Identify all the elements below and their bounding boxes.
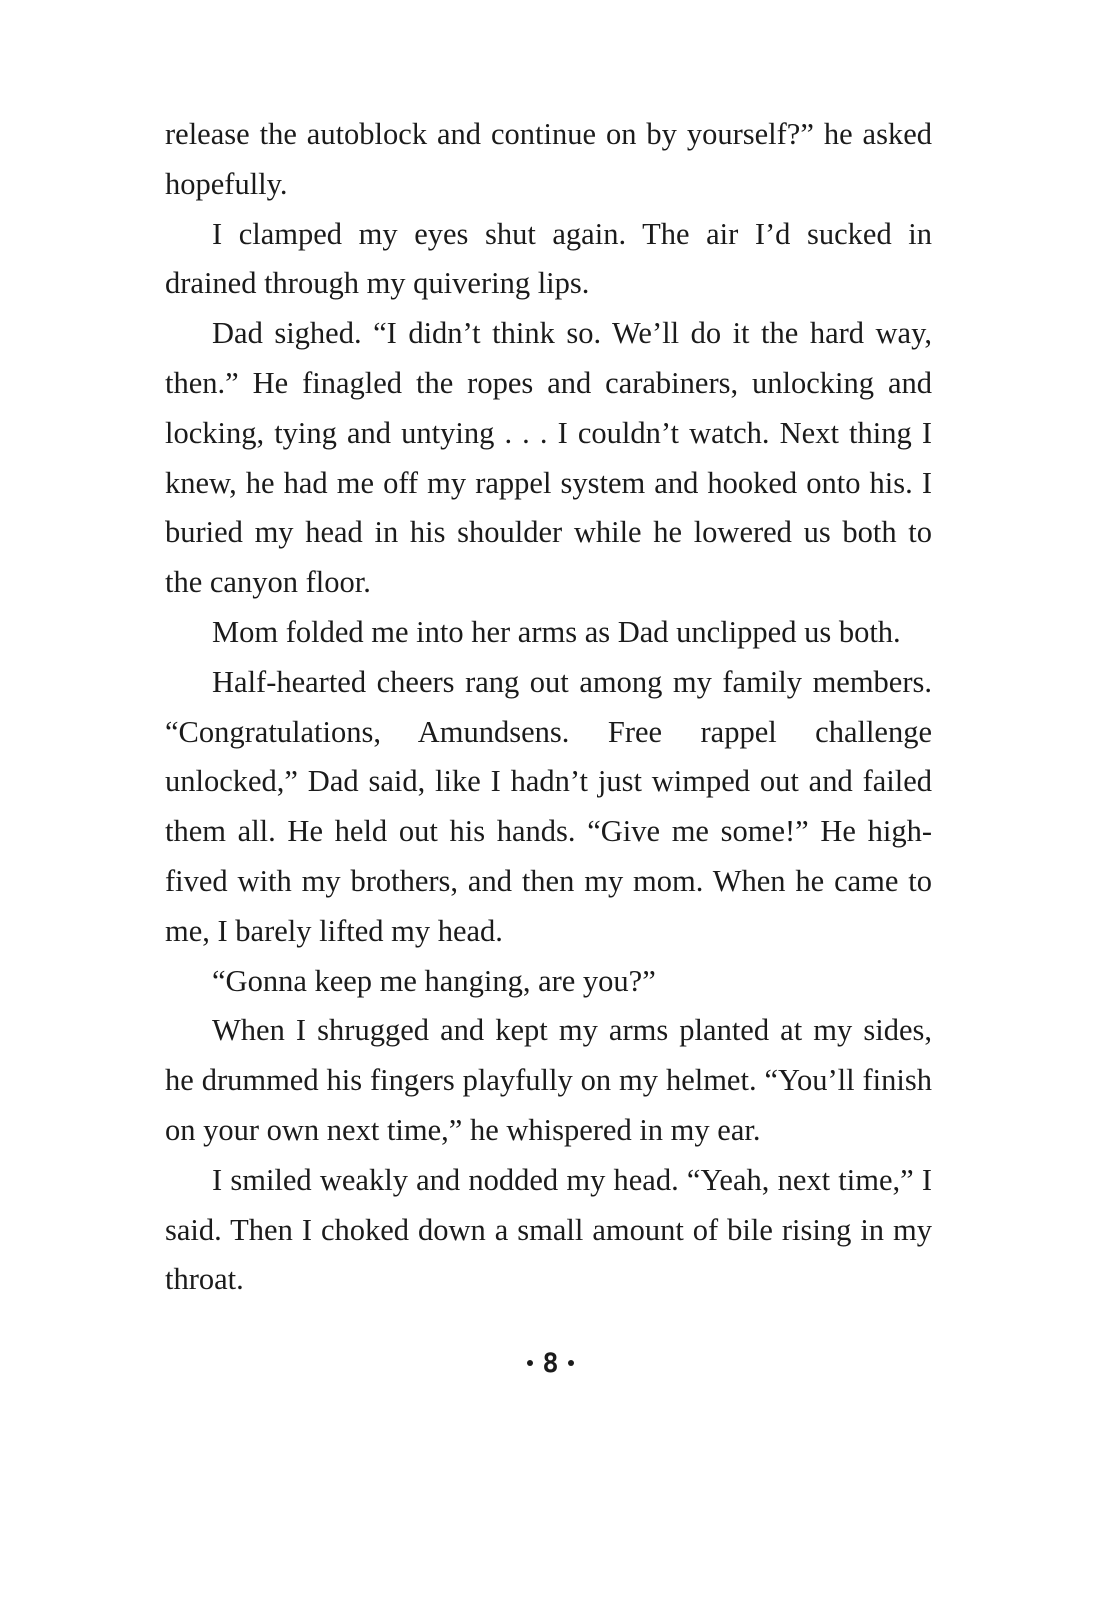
paragraph: When I shrugged and kept my arms planted at my sides, he drummed his fingers playfully on my helmet. “You’ll finish on your own next time,” he whispered in my ear. [165,1013,932,1147]
page-number-value: 8 [542,1348,559,1379]
left-dot-ornament [527,1360,533,1366]
paragraph: Mom folded me into her arms as Dad unclipped us both. [212,614,901,649]
paragraph: I smiled weakly and nodded my head. “Yeah, next time,” I said. Then I choked down a small amount of bile rising in my throat. [165,1162,932,1297]
body-text [165,110,932,1305]
paragraph: I clamped my eyes shut again. The air I’d sucked in drained through my quivering lips. [165,216,932,301]
right-dot-ornament [568,1360,574,1366]
paragraph: release the autoblock and continue on by yourself?” he asked hopefully. [165,117,932,201]
paragraph: “Gonna keep me hanging, are you?” [212,963,656,998]
paragraph: Half-hearted cheers rang out among my family members. “Congratulations, Amundsens. Free rappel challenge unlocked,” Dad said, like I hadn’t just wimped out and failed them all. He held out his hands. “Give me some!” He high-fived with my brothers, and then my mom. When he came to me, I barely lifted my head. [165,664,932,948]
paragraph: Dad sighed. “I didn’t think so. We’ll do it the hard way, then.” He finagled the ropes and carabiners, unlocking and locking, tying and untying . . . I couldn’t watch. Next thing I knew, he had me off my rappel system and hooked onto his. I buried my head in his shoulder while he lowered us both to the canyon floor. [165,316,932,600]
page-number [0,1348,1101,1379]
